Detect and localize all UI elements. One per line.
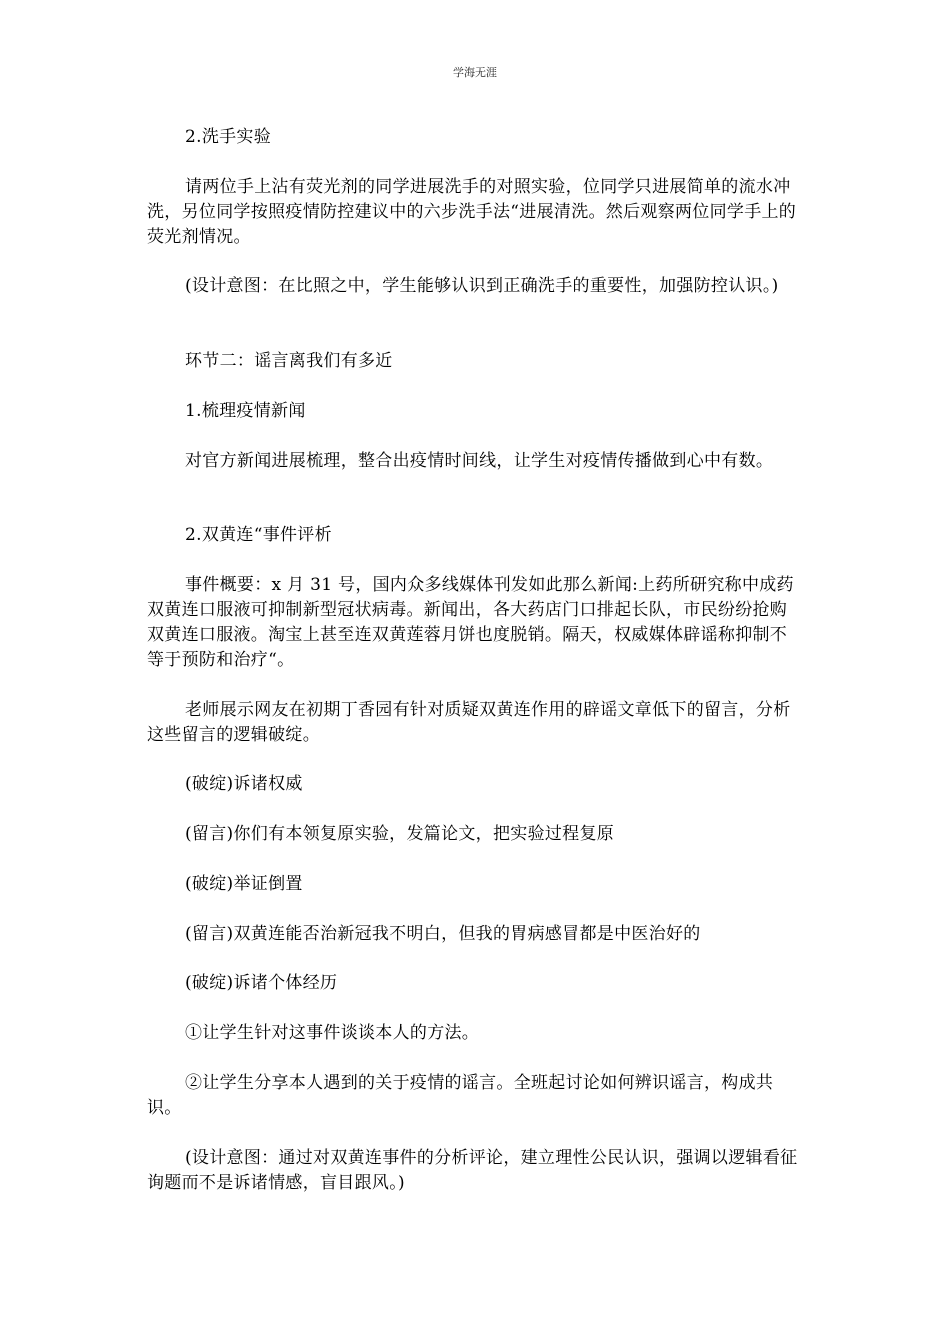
paragraph-event-summary: 事件概要：x 月 31 号，国内众多线媒体刊发如此那么新闻:上药所研究称中成药双黄连口服液可抑制新型冠状病毒。新闻出，各大药店门口排起长队，市民纷纷抢购双黄连口服液。淘宝上甚至连双黄莲蓉月饼也度脱销。隔天，权威媒体辟谣称抑制不等于预防和治疗“。 (147, 575, 794, 670)
paragraph-design-intent-2: (设计意图：通过对双黄连事件的分析评论，建立理性公民认识，强调以逻辑看征询题而不是诉诸情感，盲目跟风。) (147, 1148, 798, 1193)
page-header: 学海无涯 (453, 66, 497, 79)
heading-handwashing-experiment: 2.洗手实验 (185, 127, 272, 147)
paragraph-teacher-display: 老师展示网友在初期丁香园有针对质疑双黄连作用的辟谣文章低下的留言，分析这些留言的逻辑破绽。 (147, 700, 791, 745)
paragraph-news-review: 对官方新闻进展梳理，整合出疫情时间线，让学生对疫情传播做到心中有数。 (185, 451, 774, 471)
paragraph-design-intent-1: (设计意图：在比照之中，学生能够认识到正确洗手的重要性，加强防控认识。) (185, 276, 779, 296)
heading-section-two: 环节二：谣言离我们有多近 (185, 351, 393, 371)
list-item-activity-1: ①让学生针对这事件谈谈本人的方法。 (185, 1023, 480, 1043)
heading-news-review: 1.梳理疫情新闻 (185, 401, 306, 421)
list-item-activity-2: ②让学生分享本人遇到的关于疫情的谣言。全班起讨论如何辨识谣言，构成共识。 (147, 1073, 774, 1118)
list-item-flaw-burden: (破绽)举证倒置 (185, 874, 303, 894)
heading-shuanghuanglian-analysis: 2.双黄连“事件评析 (185, 525, 332, 545)
list-item-flaw-anecdote: (破绽)诉诸个体经历 (185, 973, 338, 993)
list-item-flaw-authority: (破绽)诉诸权威 (185, 774, 303, 794)
list-item-comment-1: (留言)你们有本领复原实验，发篇论文，把实验过程复原 (185, 824, 615, 844)
list-item-comment-2: (留言)双黄连能否治新冠我不明白，但我的胃病感冒都是中医治好的 (185, 924, 701, 944)
paragraph-handwashing-description: 请两位手上沾有荧光剂的同学进展洗手的对照实验，位同学只进展简单的流水冲洗，另位同学按照疫情防控建议中的六步洗手法“进展清洗。然后观察两位同学手上的荧光剂情况。 (147, 177, 797, 247)
